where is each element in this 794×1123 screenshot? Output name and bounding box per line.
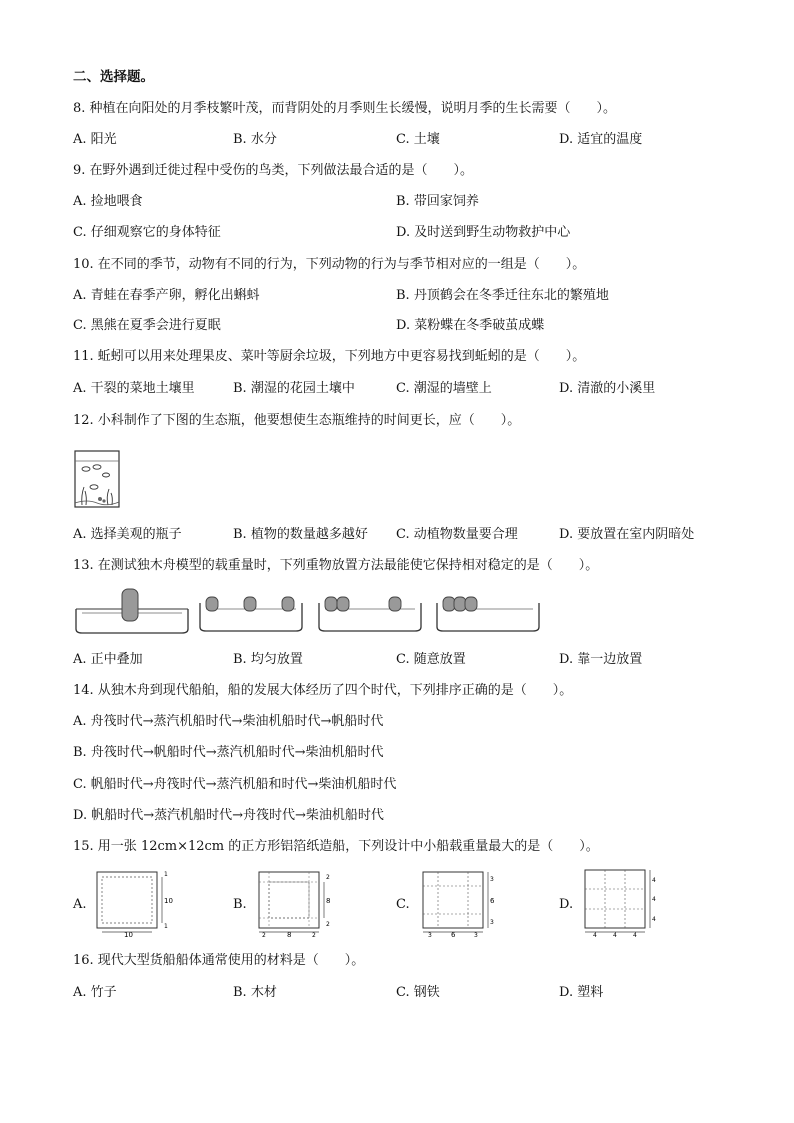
q8-option-d[interactable]: D. 适宜的温度: [559, 132, 643, 147]
question-8-stem: 8. 种植在向阳处的月季枝繁叶茂，而背阴处的月季则生长缓慢，说明月季的生长需要（ ）。: [73, 101, 617, 116]
question-11-stem: 11. 蚯蚓可以用来处理果皮、菜叶等厨余垃圾，下列地方中更容易找到蚯蚓的是（ ）。: [73, 349, 586, 364]
canoe-d-figure: [433, 585, 543, 637]
b-l-label: 2: [262, 932, 266, 939]
canoe-c-figure: [315, 585, 425, 637]
a-top-label: 1: [164, 871, 168, 878]
c-r-label: 3: [474, 932, 478, 939]
q11-option-b[interactable]: B. 潮湿的花园土壤中: [233, 381, 355, 396]
q10-option-d[interactable]: D. 菜粉蝶在冬季破茧成蝶: [396, 318, 545, 333]
a-side-label: 10: [164, 897, 173, 905]
c-b-label: 3: [490, 919, 494, 926]
a-bot-label: 1: [164, 923, 168, 930]
q16-option-a[interactable]: A. 竹子: [73, 985, 117, 1000]
b-bottom-label: 8: [287, 931, 292, 939]
ecology-bottle-figure: [72, 447, 122, 511]
c-side-label: 6: [490, 897, 495, 905]
q9-option-d[interactable]: D. 及时送到野生动物救护中心: [396, 225, 571, 240]
q16-option-b[interactable]: B. 木材: [233, 985, 277, 1000]
q15-option-c[interactable]: C.: [396, 897, 410, 912]
q9-option-a[interactable]: A. 捡地喂食: [73, 194, 143, 209]
fold-design-b-figure: [254, 868, 334, 938]
d-br-label: 4: [633, 932, 637, 939]
question-13-stem: 13. 在测试独木舟模型的载重量时，下列重物放置方法最能使它保持相对稳定的是（ ）。: [73, 558, 599, 573]
q15-option-d[interactable]: D.: [559, 897, 574, 912]
fold-design-a-figure: [92, 868, 172, 938]
q16-option-d[interactable]: D. 塑料: [559, 985, 604, 1000]
q13-option-b[interactable]: B. 均匀放置: [233, 652, 303, 667]
canoe-b-figure: [196, 585, 306, 637]
d-bm-label: 4: [613, 932, 617, 939]
b-t-label: 2: [326, 874, 330, 881]
d-bl-label: 4: [593, 932, 597, 939]
q15-option-b[interactable]: B.: [233, 897, 247, 912]
section-title: 二、选择题。: [73, 69, 154, 85]
question-16-stem: 16. 现代大型货船船体通常使用的材料是（ ）。: [73, 953, 365, 968]
question-9-stem: 9. 在野外遇到迁徙过程中受伤的鸟类，下列做法最合适的是（ ）。: [73, 163, 474, 178]
fold-design-d-figure: [580, 866, 660, 938]
q12-option-d[interactable]: D. 要放置在室内阴暗处: [559, 527, 695, 542]
q13-option-d[interactable]: D. 靠一边放置: [559, 652, 643, 667]
canoe-a-figure: [72, 585, 192, 637]
q8-option-b[interactable]: B. 水分: [233, 132, 277, 147]
question-12-stem: 12. 小科制作了下图的生态瓶，他要想使生态瓶维持的时间更长，应（ ）。: [73, 413, 521, 428]
c-l-label: 3: [428, 932, 432, 939]
q13-option-c[interactable]: C. 随意放置: [396, 652, 466, 667]
q10-option-a[interactable]: A. 青蛙在春季产卵，孵化出蝌蚪: [73, 288, 260, 303]
q14-option-d[interactable]: D. 帆船时代→蒸汽机船时代→舟筏时代→柴油机船时代: [73, 808, 384, 823]
q14-option-c[interactable]: C. 帆船时代→舟筏时代→蒸汽机船和时代→柴油机船时代: [73, 777, 397, 792]
question-10-stem: 10. 在不同的季节，动物有不同的行为，下列动物的行为与季节相对应的一组是（ ）。: [73, 257, 586, 272]
q14-option-a[interactable]: A. 舟筏时代→蒸汽机船时代→柴油机船时代→帆船时代: [73, 714, 384, 729]
d-m-label: 4: [652, 896, 656, 903]
b-r-label: 2: [312, 932, 316, 939]
q8-option-c[interactable]: C. 土壤: [396, 132, 440, 147]
q15-option-a[interactable]: A.: [73, 897, 87, 912]
q12-option-b[interactable]: B. 植物的数量越多越好: [233, 527, 368, 542]
d-b-label: 4: [652, 916, 656, 923]
b-side-label: 8: [326, 897, 331, 905]
c-t-label: 3: [490, 876, 494, 883]
q11-option-d[interactable]: D. 清澈的小溪里: [559, 381, 656, 396]
q12-option-c[interactable]: C. 动植物数量要合理: [396, 527, 518, 542]
q10-option-c[interactable]: C. 黑熊在夏季会进行夏眠: [73, 318, 221, 333]
q11-option-c[interactable]: C. 潮湿的墙壁上: [396, 381, 492, 396]
q16-option-c[interactable]: C. 钢铁: [396, 985, 440, 1000]
q8-option-a[interactable]: A. 阳光: [73, 132, 117, 147]
fold-design-c-figure: [418, 868, 498, 938]
q10-option-b[interactable]: B. 丹顶鹤会在冬季迁往东北的繁殖地: [396, 288, 609, 303]
q9-option-b[interactable]: B. 带回家饲养: [396, 194, 479, 209]
c-bottom-label: 6: [451, 931, 456, 939]
q13-option-a[interactable]: A. 正中叠加: [73, 652, 143, 667]
q14-option-b[interactable]: B. 舟筏时代→帆船时代→蒸汽机船时代→柴油机船时代: [73, 745, 384, 760]
q12-option-a[interactable]: A. 选择美观的瓶子: [73, 527, 182, 542]
d-t-label: 4: [652, 877, 656, 884]
a-bottom-label: 10: [124, 931, 133, 939]
q9-option-c[interactable]: C. 仔细观察它的身体特征: [73, 225, 221, 240]
b-b-label: 2: [326, 921, 330, 928]
question-14-stem: 14. 从独木舟到现代船舶，船的发展大体经历了四个时代，下列排序正确的是（ ）。: [73, 683, 573, 698]
question-15-stem: 15. 用一张 12cm×12cm 的正方形铝箔纸造船，下列设计中小船载重量最大的是（ ）。: [73, 839, 599, 854]
q11-option-a[interactable]: A. 干裂的菜地土壤里: [73, 381, 195, 396]
